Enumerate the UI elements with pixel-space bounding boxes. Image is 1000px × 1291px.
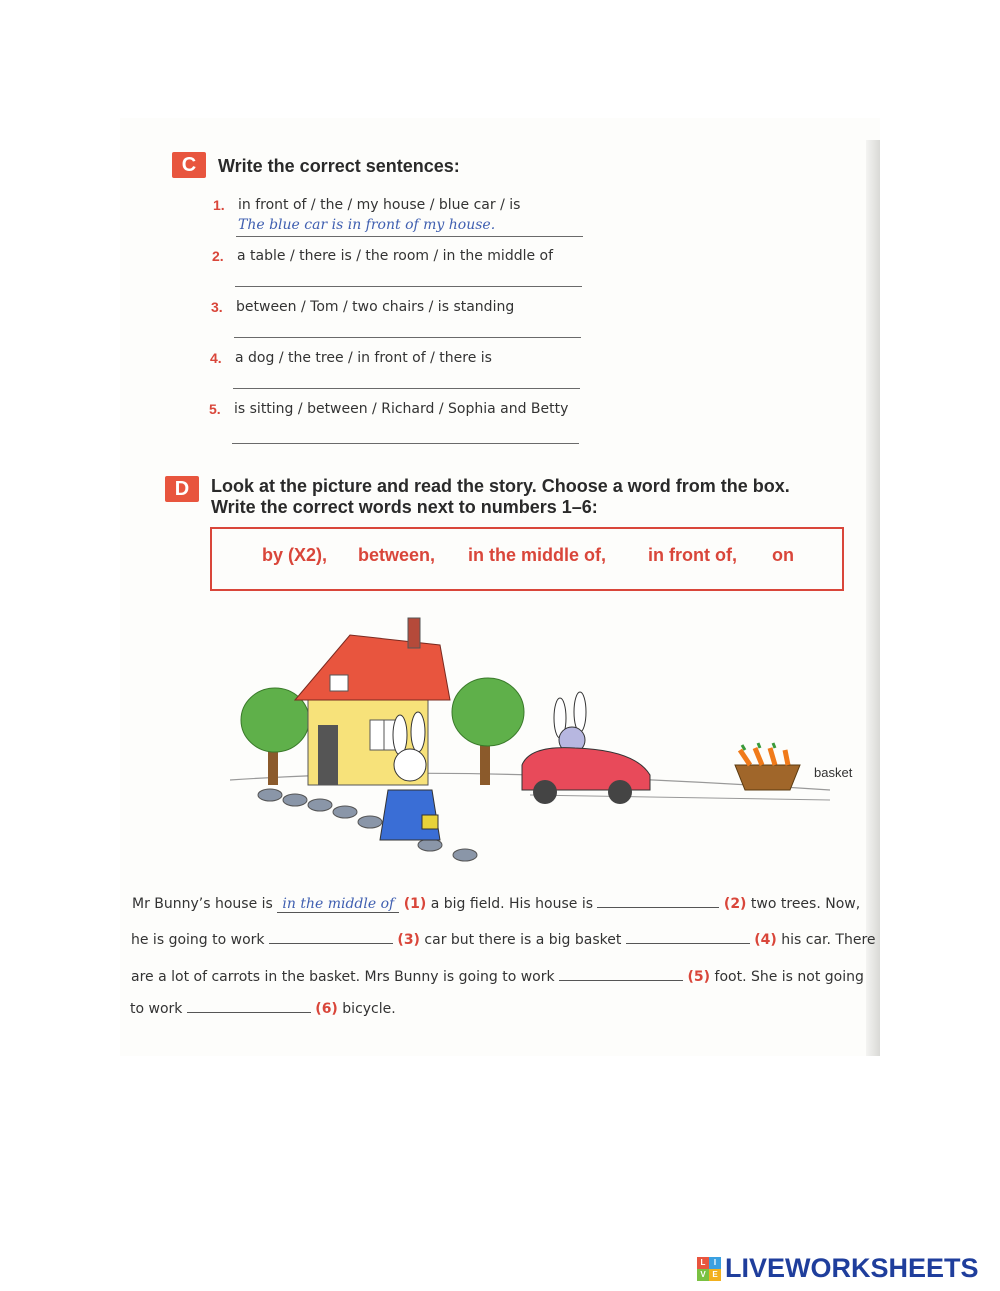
story-line-2 bbox=[131, 929, 876, 948]
story-line-3 bbox=[131, 966, 864, 985]
section-c-badge: C bbox=[172, 152, 206, 178]
number-4: (4) bbox=[754, 932, 777, 948]
blank-6[interactable] bbox=[187, 998, 311, 1013]
logo-letter: V bbox=[697, 1269, 709, 1281]
story-line-1 bbox=[132, 893, 860, 913]
basket-of-carrots bbox=[735, 743, 800, 790]
blank-2[interactable] bbox=[597, 893, 719, 908]
blank-3[interactable] bbox=[269, 929, 393, 944]
house bbox=[295, 618, 450, 785]
story-text: Mr Bunny’s house is bbox=[132, 896, 273, 912]
question-4-prompt: a dog / the tree / in front of / there is bbox=[235, 350, 492, 366]
story-text: a big field. His house is bbox=[430, 896, 594, 912]
word-by: by (X2), bbox=[262, 545, 328, 565]
story-text: car but there is a big basket bbox=[424, 932, 622, 948]
story-line-4 bbox=[130, 998, 396, 1017]
basket-label: basket bbox=[814, 765, 853, 780]
logo-letter: L bbox=[697, 1257, 709, 1269]
question-4-number: 4. bbox=[210, 350, 222, 366]
page-edge-shadow bbox=[866, 140, 880, 1056]
word-between: between, bbox=[358, 545, 436, 565]
word-box bbox=[210, 527, 844, 591]
question-5-prompt: is sitting / between / Richard / Sophia and Betty bbox=[234, 401, 569, 417]
stone-path bbox=[258, 789, 477, 861]
word-in-the-middle-of: in the middle of, bbox=[468, 545, 606, 565]
left-tree bbox=[241, 688, 309, 785]
question-2-prompt: a table / there is / the room / in the middle of bbox=[237, 248, 554, 264]
section-d-title-line2: Write the correct words next to numbers 1–6: bbox=[211, 497, 598, 517]
question-3-answer-line[interactable] bbox=[234, 337, 581, 338]
story-text: bicycle. bbox=[342, 1001, 396, 1017]
logo-letter: E bbox=[709, 1269, 721, 1281]
brand-name: LIVEWORKSHEETS bbox=[725, 1253, 979, 1283]
number-2: (2) bbox=[723, 896, 747, 912]
question-1-answer[interactable]: The blue car is in front of my house. bbox=[238, 217, 496, 233]
car-with-mr-bunny bbox=[522, 692, 650, 804]
section-c-title: Write the correct sentences: bbox=[218, 156, 460, 176]
right-tree bbox=[452, 678, 524, 785]
blank-1[interactable]: in the middle of bbox=[277, 896, 399, 913]
question-5-number: 5. bbox=[209, 401, 221, 417]
question-1-number: 1. bbox=[213, 197, 225, 213]
story-text: he is going to work bbox=[131, 932, 265, 948]
number-6: (6) bbox=[315, 1001, 338, 1017]
story-text: two trees. Now, bbox=[750, 896, 861, 912]
story-text: his car. There bbox=[781, 932, 876, 948]
blank-5[interactable] bbox=[559, 966, 683, 981]
question-2-number: 2. bbox=[212, 248, 224, 264]
liveworksheets-brand bbox=[697, 1253, 979, 1284]
question-4-answer-line[interactable] bbox=[233, 388, 580, 389]
number-1: (1) bbox=[403, 896, 427, 912]
brand-logo-icon bbox=[697, 1257, 721, 1281]
word-in-front-of: in front of, bbox=[648, 545, 737, 565]
number-3: (3) bbox=[397, 932, 420, 948]
story-illustration bbox=[230, 600, 840, 870]
story-text: to work bbox=[130, 1001, 183, 1017]
question-3-prompt: between / Tom / two chairs / is standing bbox=[236, 299, 515, 315]
question-3-number: 3. bbox=[211, 299, 223, 315]
logo-letter: I bbox=[709, 1257, 721, 1269]
number-5: (5) bbox=[687, 969, 711, 985]
word-on: on bbox=[772, 545, 794, 565]
section-d-title-line1: Look at the picture and read the story. Choose a word from the box. bbox=[211, 476, 790, 496]
story-text: are a lot of carrots in the basket. Mrs Bunny is going to work bbox=[131, 969, 555, 985]
blank-4[interactable] bbox=[626, 929, 750, 944]
question-1-prompt: in front of / the / my house / blue car / is bbox=[238, 197, 521, 213]
story-text: foot. She is not going bbox=[714, 969, 864, 985]
section-d-badge: D bbox=[165, 476, 199, 502]
question-2-answer-line[interactable] bbox=[235, 286, 582, 287]
question-1-answer-line bbox=[236, 236, 583, 237]
question-5-answer-line[interactable] bbox=[232, 443, 579, 444]
